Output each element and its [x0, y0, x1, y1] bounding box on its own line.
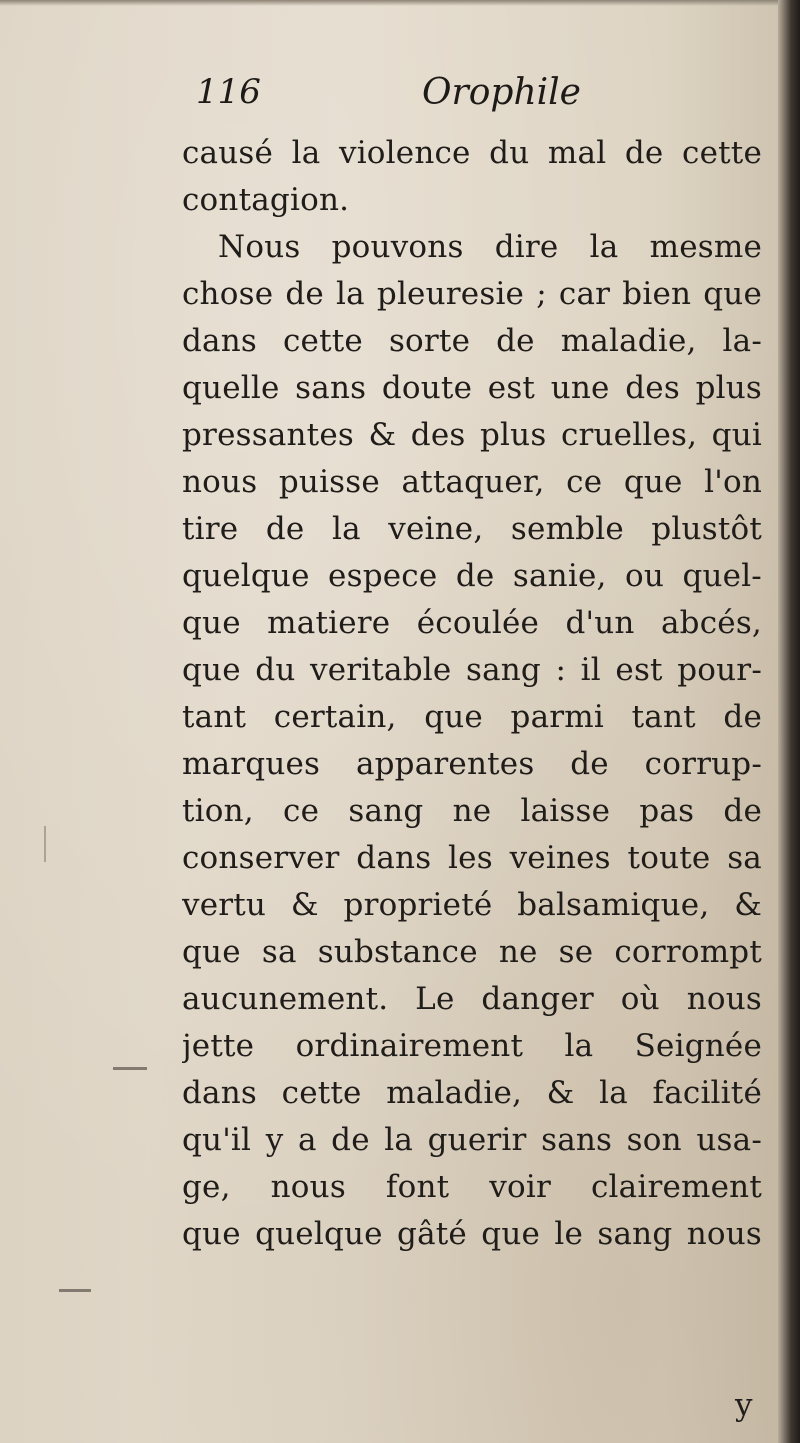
text-line: dans cette sorte de maladie, la- — [182, 323, 762, 359]
text-line: chose de la pleuresie ; car bien que — [182, 276, 762, 312]
text-line: ge, nous font voir clairement — [182, 1169, 762, 1205]
text-line: que du veritable sang : il est pour- — [182, 652, 762, 688]
text-line: pressantes & des plus cruelles, qui — [182, 417, 762, 453]
text-line: tire de la veine, semble plustôt — [182, 511, 762, 547]
text-line: contagion. — [182, 182, 350, 218]
text-line: quelle sans doute est une des plus — [182, 370, 762, 406]
text-line: Nous pouvons dire la mesme — [218, 229, 762, 265]
body-text — [182, 130, 762, 1258]
text-line: causé la violence du mal de cette — [182, 135, 762, 171]
text-line: marques apparentes de corrup- — [182, 746, 762, 782]
text-line: dans cette maladie, & la facilité — [182, 1075, 762, 1111]
text-line: que matiere écoulée d'un abcés, — [182, 605, 762, 641]
text-line: qu'il y a de la guerir sans son usa- — [182, 1122, 762, 1158]
text-line: tion, ce sang ne laisse pas de — [182, 793, 762, 829]
text-line: que quelque gâté que le sang nous — [182, 1216, 762, 1252]
margin-tick — [44, 826, 46, 862]
text-line: conserver dans les veines toute sa — [182, 840, 762, 876]
page-top-edge — [0, 0, 778, 6]
text-line: aucunement. Le danger où nous — [182, 981, 762, 1017]
text-line: vertu & proprieté balsamique, & — [182, 887, 762, 923]
binding-gutter — [778, 0, 800, 1443]
page-number: 116 — [196, 72, 261, 112]
text-line: que sa substance ne se corrompt — [182, 934, 762, 970]
text-line: quelque espece de sanie, ou quel- — [182, 558, 762, 594]
text-line: nous puisse attaquer, ce que l'on — [182, 464, 762, 500]
margin-mark — [113, 1067, 147, 1070]
running-head — [196, 72, 616, 126]
catchword: y — [735, 1387, 753, 1423]
running-title: Orophile — [422, 72, 581, 113]
margin-mark — [59, 1289, 91, 1292]
text-line: jette ordinairement la Seignée — [182, 1028, 762, 1064]
text-line: tant certain, que parmi tant de — [182, 699, 762, 735]
